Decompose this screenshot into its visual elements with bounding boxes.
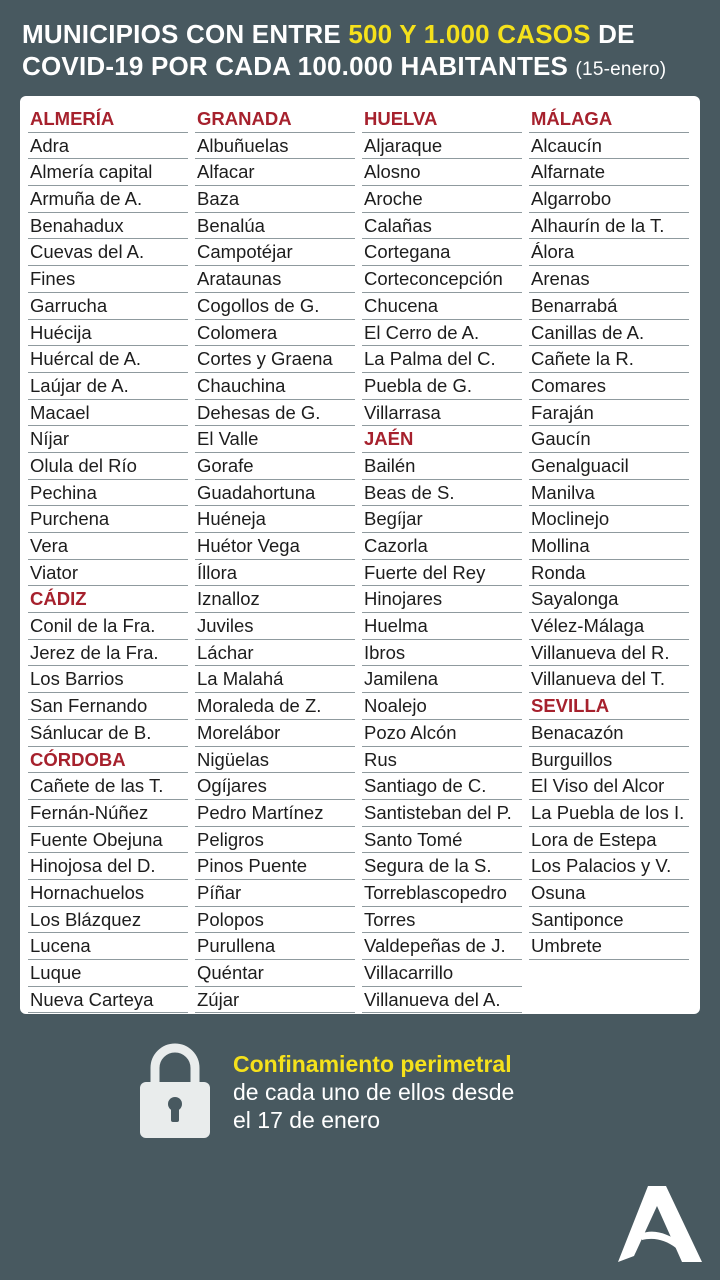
province-heading: SEVILLA bbox=[529, 693, 689, 720]
municipality-item: Bailén bbox=[362, 453, 522, 480]
lockdown-note bbox=[233, 1050, 653, 1134]
municipality-item: El Viso del Alcor bbox=[529, 773, 689, 800]
municipality-item: Jerez de la Fra. bbox=[28, 640, 188, 667]
municipality-item: Pedro Martínez bbox=[195, 800, 355, 827]
municipality-item: Purullena bbox=[195, 933, 355, 960]
municipality-item: Ibros bbox=[362, 640, 522, 667]
title-highlight: 500 Y 1.000 CASOS bbox=[348, 19, 591, 49]
municipality-item: Polopos bbox=[195, 907, 355, 934]
municipality-item: Aljaraque bbox=[362, 133, 522, 160]
municipality-item: Santiago de C. bbox=[362, 773, 522, 800]
municipality-item: Láchar bbox=[195, 640, 355, 667]
municipality-item: Gorafe bbox=[195, 453, 355, 480]
municipality-item: Cortes y Graena bbox=[195, 346, 355, 373]
province-heading: CÓRDOBA bbox=[28, 747, 188, 774]
municipality-item: Corteconcepción bbox=[362, 266, 522, 293]
municipality-item: Aroche bbox=[362, 186, 522, 213]
municipality-item: Villanueva del T. bbox=[529, 666, 689, 693]
municipality-item: Gaucín bbox=[529, 426, 689, 453]
municipality-item: Beas de S. bbox=[362, 480, 522, 507]
municipality-item: Cogollos de G. bbox=[195, 293, 355, 320]
municipality-item: Morelábor bbox=[195, 720, 355, 747]
municipality-item: Santiponce bbox=[529, 907, 689, 934]
municipality-item: Ronda bbox=[529, 560, 689, 587]
municipality-item: Puebla de G. bbox=[362, 373, 522, 400]
province-heading: HUELVA bbox=[362, 106, 522, 133]
lockdown-highlight: Confinamiento perimetral bbox=[233, 1051, 512, 1077]
municipality-item: Cañete la R. bbox=[529, 346, 689, 373]
municipality-item: La Malahá bbox=[195, 666, 355, 693]
municipality-item: El Valle bbox=[195, 426, 355, 453]
lockdown-line-2: de cada uno de ellos desde bbox=[233, 1079, 515, 1105]
municipality-item: Fernán-Núñez bbox=[28, 800, 188, 827]
municipality-item: Cortegana bbox=[362, 239, 522, 266]
municipality-item: Osuna bbox=[529, 880, 689, 907]
province-heading: JAÉN bbox=[362, 426, 522, 453]
municipality-item: Benahadux bbox=[28, 213, 188, 240]
municipality-item: Faraján bbox=[529, 400, 689, 427]
municipality-item: Hinojares bbox=[362, 586, 522, 613]
title-text-2: COVID-19 POR CADA 100.000 HABITANTES bbox=[22, 51, 576, 81]
municipality-item: Pinos Puente bbox=[195, 853, 355, 880]
municipality-item: Nigüelas bbox=[195, 747, 355, 774]
municipality-item: La Puebla de los I. bbox=[529, 800, 689, 827]
municipality-item: Moraleda de Z. bbox=[195, 693, 355, 720]
municipality-item: Burguillos bbox=[529, 747, 689, 774]
municipality-item: Canillas de A. bbox=[529, 320, 689, 347]
title-line-1 bbox=[22, 18, 712, 50]
municipality-item: Colomera bbox=[195, 320, 355, 347]
column-1 bbox=[28, 106, 188, 1013]
municipality-item: Sayalonga bbox=[529, 586, 689, 613]
municipality-item: Hinojosa del D. bbox=[28, 853, 188, 880]
andalucia-logo-icon bbox=[618, 1184, 702, 1262]
municipality-item: Olula del Río bbox=[28, 453, 188, 480]
municipality-item: San Fernando bbox=[28, 693, 188, 720]
municipality-item: Chauchina bbox=[195, 373, 355, 400]
title-text-1b: DE bbox=[590, 19, 635, 49]
municipality-item: Íllora bbox=[195, 560, 355, 587]
municipality-item: Villanueva del A. bbox=[362, 987, 522, 1014]
column-2 bbox=[195, 106, 355, 1013]
municipality-item: Luque bbox=[28, 960, 188, 987]
municipality-item: Níjar bbox=[28, 426, 188, 453]
municipality-item: Alfarnate bbox=[529, 159, 689, 186]
municipality-item: Chucena bbox=[362, 293, 522, 320]
municipality-item: Jamilena bbox=[362, 666, 522, 693]
municipality-item: Los Blázquez bbox=[28, 907, 188, 934]
municipality-item: Umbrete bbox=[529, 933, 689, 960]
municipality-item: Juviles bbox=[195, 613, 355, 640]
municipality-item: Alcaucín bbox=[529, 133, 689, 160]
municipality-item: Viator bbox=[28, 560, 188, 587]
municipality-item: Pechina bbox=[28, 480, 188, 507]
municipality-item: Villacarrillo bbox=[362, 960, 522, 987]
municipality-item: Lucena bbox=[28, 933, 188, 960]
municipality-item: Algarrobo bbox=[529, 186, 689, 213]
municipality-item: El Cerro de A. bbox=[362, 320, 522, 347]
lock-icon bbox=[140, 1040, 210, 1138]
municipality-item: Quéntar bbox=[195, 960, 355, 987]
municipality-item: Benalúa bbox=[195, 213, 355, 240]
municipality-item: Cañete de las T. bbox=[28, 773, 188, 800]
municipality-item: Santo Tomé bbox=[362, 827, 522, 854]
municipality-item: Zújar bbox=[195, 987, 355, 1014]
municipality-item: Almería capital bbox=[28, 159, 188, 186]
municipality-item: Genalguacil bbox=[529, 453, 689, 480]
municipality-item: Iznalloz bbox=[195, 586, 355, 613]
municipality-item: Armuña de A. bbox=[28, 186, 188, 213]
municipality-item: Arataunas bbox=[195, 266, 355, 293]
municipality-item: Noalejo bbox=[362, 693, 522, 720]
municipality-item: Fuente Obejuna bbox=[28, 827, 188, 854]
municipality-item: Dehesas de G. bbox=[195, 400, 355, 427]
municipality-item: Laújar de A. bbox=[28, 373, 188, 400]
municipality-item: Benacazón bbox=[529, 720, 689, 747]
title-date: (15-enero) bbox=[575, 59, 667, 80]
municipality-item: Baza bbox=[195, 186, 355, 213]
municipality-item: Garrucha bbox=[28, 293, 188, 320]
municipality-item: Píñar bbox=[195, 880, 355, 907]
municipality-item: Calañas bbox=[362, 213, 522, 240]
province-heading: GRANADA bbox=[195, 106, 355, 133]
municipality-item: Los Palacios y V. bbox=[529, 853, 689, 880]
municipality-item: Valdepeñas de J. bbox=[362, 933, 522, 960]
municipality-item: Álora bbox=[529, 239, 689, 266]
municipality-item: Moclinejo bbox=[529, 506, 689, 533]
municipality-item: Los Barrios bbox=[28, 666, 188, 693]
municipality-item: Nueva Carteya bbox=[28, 987, 188, 1014]
municipality-item: Cazorla bbox=[362, 533, 522, 560]
municipality-item: Huétor Vega bbox=[195, 533, 355, 560]
municipality-item: Huércal de A. bbox=[28, 346, 188, 373]
municipality-item: Fuerte del Rey bbox=[362, 560, 522, 587]
municipality-item: Rus bbox=[362, 747, 522, 774]
municipality-item: Vélez-Málaga bbox=[529, 613, 689, 640]
municipality-item: Segura de la S. bbox=[362, 853, 522, 880]
column-3 bbox=[362, 106, 522, 1013]
municipality-item: Comares bbox=[529, 373, 689, 400]
province-heading: MÁLAGA bbox=[529, 106, 689, 133]
municipality-item: Pozo Alcón bbox=[362, 720, 522, 747]
municipality-item: Albuñuelas bbox=[195, 133, 355, 160]
municipality-item: Peligros bbox=[195, 827, 355, 854]
title-line-2 bbox=[22, 50, 712, 86]
municipality-item: Alhaurín de la T. bbox=[529, 213, 689, 240]
title-text-1a: MUNICIPIOS CON ENTRE bbox=[22, 19, 349, 49]
municipality-item: Manilva bbox=[529, 480, 689, 507]
municipality-item: Conil de la Fra. bbox=[28, 613, 188, 640]
municipality-item: Adra bbox=[28, 133, 188, 160]
municipality-item: La Palma del C. bbox=[362, 346, 522, 373]
municipality-item: Mollina bbox=[529, 533, 689, 560]
municipality-item: Alosno bbox=[362, 159, 522, 186]
province-heading: CÁDIZ bbox=[28, 586, 188, 613]
municipality-item: Alfacar bbox=[195, 159, 355, 186]
municipality-item: Villanueva del R. bbox=[529, 640, 689, 667]
page-title bbox=[22, 18, 712, 86]
municipality-item: Benarrabá bbox=[529, 293, 689, 320]
municipality-item: Huelma bbox=[362, 613, 522, 640]
municipality-item: Campotéjar bbox=[195, 239, 355, 266]
municipality-item: Vera bbox=[28, 533, 188, 560]
municipality-list-card bbox=[20, 96, 700, 1014]
province-heading: ALMERÍA bbox=[28, 106, 188, 133]
municipality-item: Hornachuelos bbox=[28, 880, 188, 907]
municipality-item: Fines bbox=[28, 266, 188, 293]
municipality-item: Cuevas del A. bbox=[28, 239, 188, 266]
lockdown-line-3: el 17 de enero bbox=[233, 1107, 381, 1133]
municipality-item: Torres bbox=[362, 907, 522, 934]
municipality-item: Guadahortuna bbox=[195, 480, 355, 507]
column-4 bbox=[529, 106, 689, 960]
municipality-item: Villarrasa bbox=[362, 400, 522, 427]
municipality-item: Huécija bbox=[28, 320, 188, 347]
municipality-item: Arenas bbox=[529, 266, 689, 293]
municipality-item: Santisteban del P. bbox=[362, 800, 522, 827]
municipality-item: Lora de Estepa bbox=[529, 827, 689, 854]
municipality-item: Macael bbox=[28, 400, 188, 427]
municipality-item: Purchena bbox=[28, 506, 188, 533]
municipality-item: Huéneja bbox=[195, 506, 355, 533]
municipality-item: Ogíjares bbox=[195, 773, 355, 800]
municipality-item: Torreblascopedro bbox=[362, 880, 522, 907]
municipality-item: Sánlucar de B. bbox=[28, 720, 188, 747]
municipality-item: Begíjar bbox=[362, 506, 522, 533]
